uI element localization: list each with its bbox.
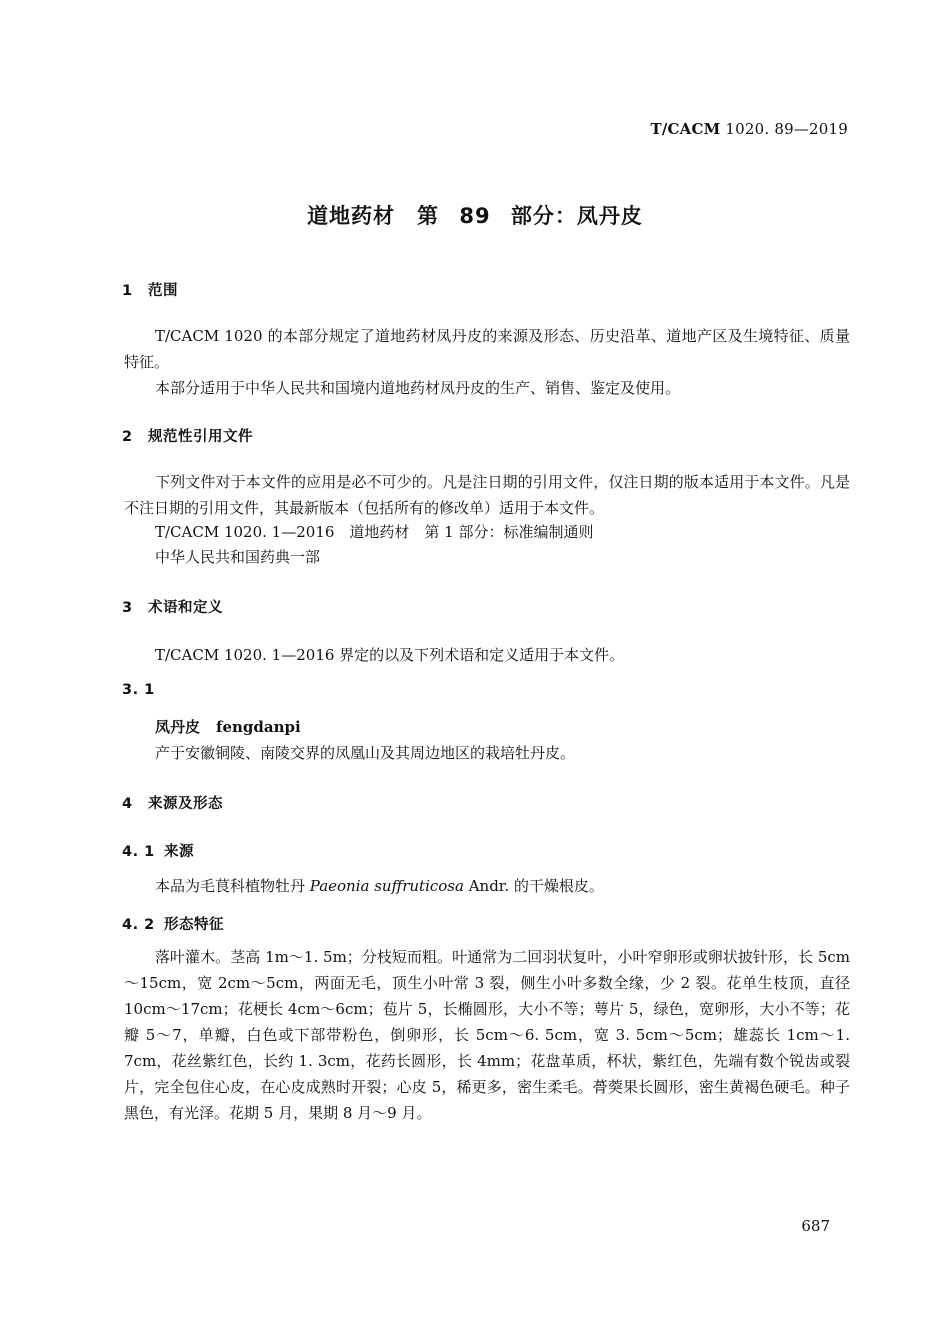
section-3-heading: 3 术语和定义 — [122, 600, 223, 616]
section-3-paragraph: T/CACM 1020. 1—2016 界定的以及下列术语和定义适用于本文件。 — [155, 646, 625, 664]
section-1-heading: 1 范围 — [122, 283, 178, 299]
term-definition: 产于安徽铜陵、南陵交界的凤凰山及其周边地区的栽培牡丹皮。 — [155, 744, 576, 762]
latin-name: Paeonia suffruticosa — [309, 877, 464, 895]
section-2-heading: 2 规范性引用文件 — [122, 429, 253, 445]
subsection-3-1-number: 3. 1 — [122, 682, 155, 698]
term-english: fengdanpi — [216, 718, 301, 736]
term-entry — [155, 714, 301, 740]
subsection-4-1-heading: 4. 1 来源 — [122, 844, 194, 860]
section-4-heading: 4 来源及形态 — [122, 796, 223, 812]
term-chinese: 凤丹皮 — [155, 718, 201, 736]
section-1-paragraph-1: T/CACM 1020 的本部分规定了道地药材凤丹皮的来源及形态、历史沿革、道地产区及生境特征、质量特征。 — [124, 327, 850, 371]
morphology-paragraph: 落叶灌木。茎高 1m～1. 5m；分枝短而粗。叶通常为二回羽状复叶，小叶窄卵形或卵状披针形，长 5cm～15cm，宽 2cm～5cm，两面无毛，顶生小叶常 3 裂，侧生小叶多数全缘，少 2 裂。花单生枝顶，直径 10cm～17cm；花梗长 4cm～6cm；苞片 5，长椭圆形，大小不等；萼片 5，绿色，宽卵形，大小不等；花瓣 5～7，单瓣，白色或下部带粉色，倒卵形，长 5cm～6. 5cm，宽 3. 5cm～5cm；雄蕊长 1cm～1. 7cm，花丝紫红色，长约 1. 3cm，花药长圆形，长 4mm；花盘革质，杯状，紫红色，先端有数个锐齿或裂片，完全包住心皮，在心皮成熟时开裂；心皮 5，稀更多，密生柔毛。蓇葖果长圆形，密生黄褐色硬毛。种子黑色，有光泽。花期 5 月，果期 8 月～9 月。 — [124, 948, 850, 1122]
subsection-4-2-heading: 4. 2 形态特征 — [122, 917, 224, 933]
reference-1: T/CACM 1020. 1—2016 道地药材 第 1 部分：标准编制通则 — [155, 523, 594, 541]
section-2-paragraph: 下列文件对于本文件的应用是必不可少的。凡是注日期的引用文件，仅注日期的版本适用于本文件。凡是不注日期的引用文件，其最新版本（包括所有的修改单）适用于本文件。 — [124, 473, 850, 517]
page-number: 687 — [801, 1217, 830, 1235]
source-paragraph: 本品为毛茛科植物牡丹 Paeonia suffruticosa Andr. 的干燥根皮。 — [155, 877, 604, 895]
section-1-paragraph-2: 本部分适用于中华人民共和国境内道地药材凤丹皮的生产、销售、鉴定及使用。 — [155, 379, 681, 397]
reference-2: 中华人民共和国药典一部 — [155, 548, 321, 566]
document-title: 道地药材 第 89 部分：凤丹皮 — [307, 204, 643, 228]
standard-code: T/CACM 1020. 89—2019 — [650, 120, 848, 138]
